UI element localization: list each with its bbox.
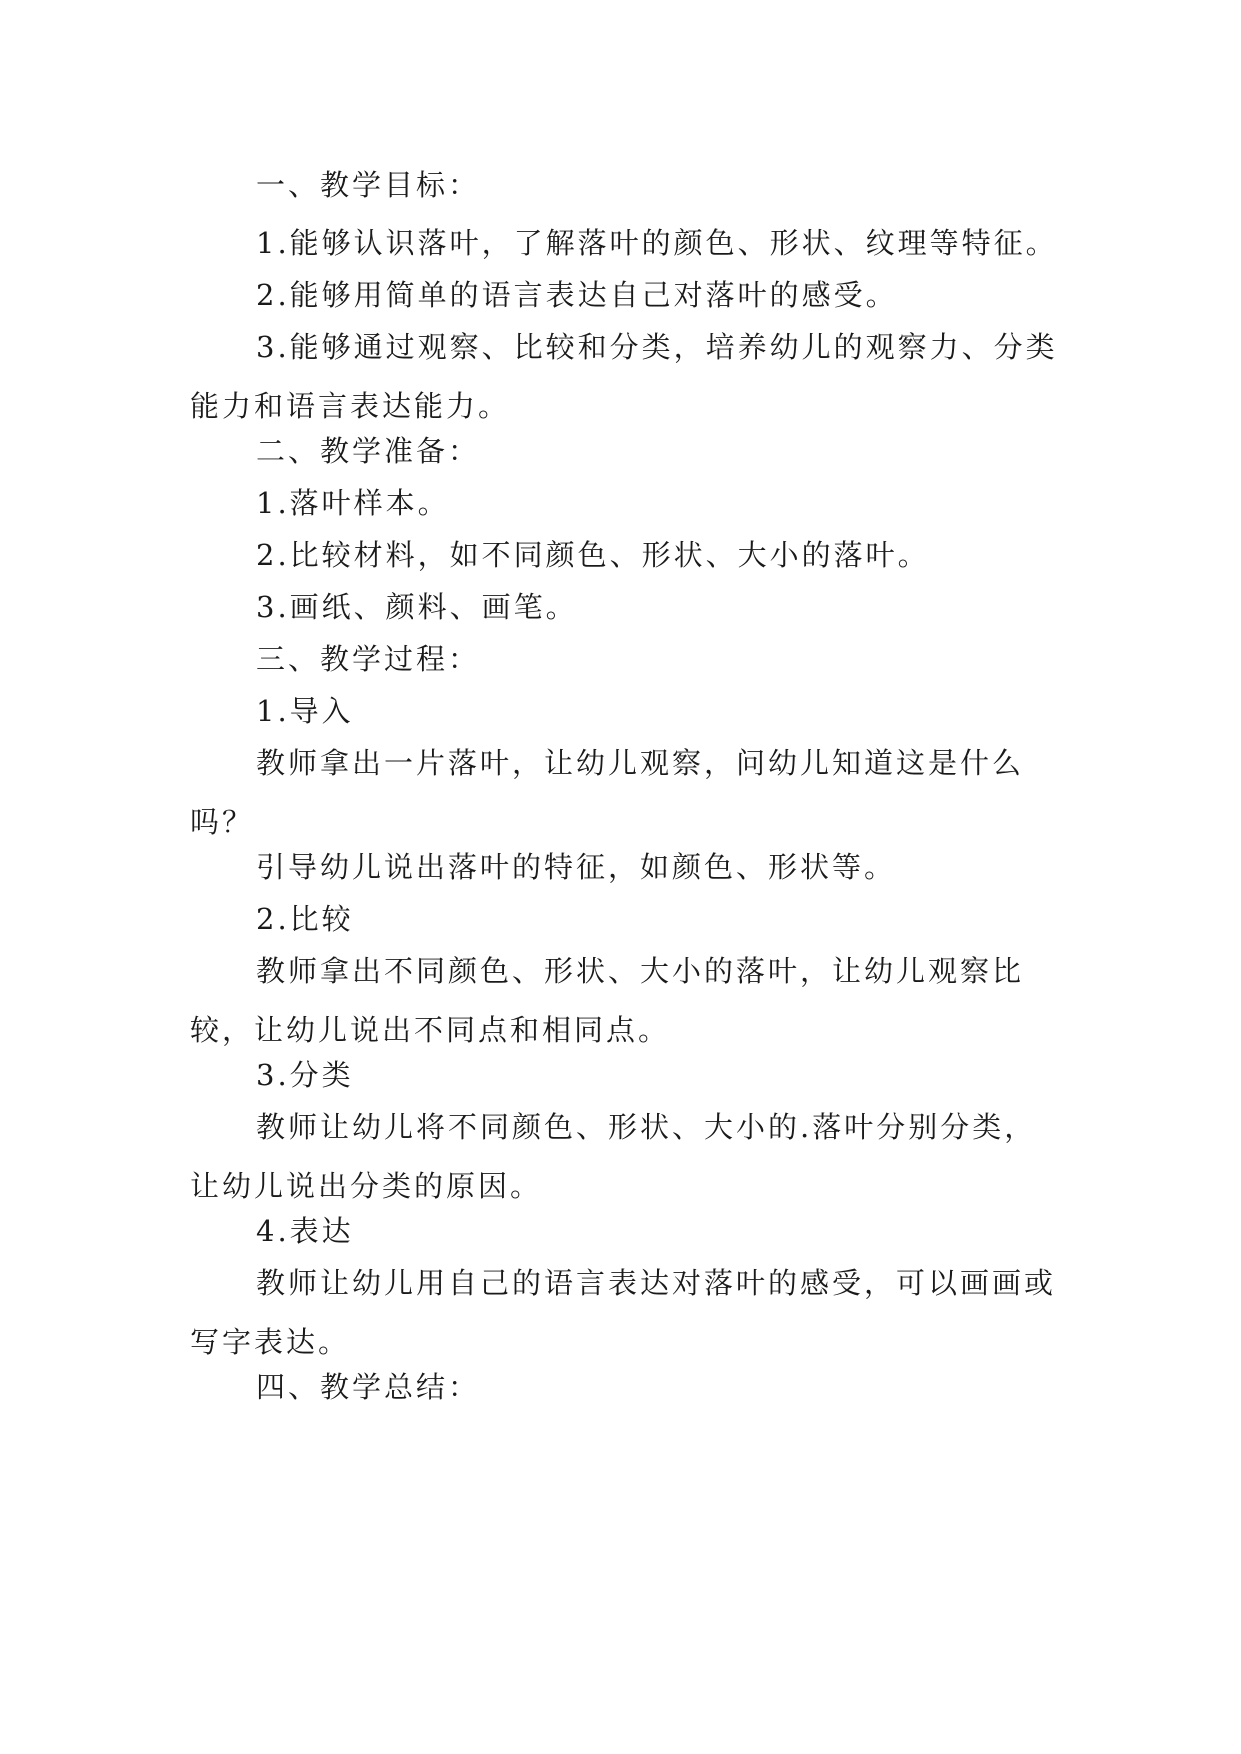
process-step-3-title: 3.分类 <box>256 1058 354 1092</box>
objective-item-3: 3.能够通过观察、比较和分类，培养幼儿的观察力、分类能力和语言表达能力。 <box>190 330 1058 423</box>
section-heading-summary: 四、教学总结： <box>256 1370 481 1404</box>
section-heading-preparation: 二、教学准备： <box>256 434 481 468</box>
process-step-2-text: 教师拿出不同颜色、形状、大小的落叶，让幼儿观察比较，让幼儿说出不同点和相同点。 <box>190 954 1025 1047</box>
process-step-1-text: 教师拿出一片落叶，让幼儿观察，问幼儿知道这是什么吗？ <box>190 746 1025 839</box>
process-step-4-text: 教师让幼儿用自己的语言表达对落叶的感受，可以画画或写字表达。 <box>190 1266 1057 1359</box>
section-heading-process: 三、教学过程： <box>256 642 481 676</box>
preparation-item-3: 3.画纸、颜料、画笔。 <box>256 590 578 624</box>
preparation-item-2: 2.比较材料，如不同颜色、形状、大小的落叶。 <box>256 538 930 572</box>
objective-item-2: 2.能够用简单的语言表达自己对落叶的感受。 <box>256 278 898 312</box>
process-step-4-title: 4.表达 <box>256 1214 354 1248</box>
objective-item-1: 1.能够认识落叶，了解落叶的颜色、形状、纹理等特征。 <box>256 226 1058 260</box>
process-step-3-text: 教师让幼儿将不同颜色、形状、大小的.落叶分别分类，让幼儿说出分类的原因。 <box>190 1110 1037 1203</box>
process-step-1-guide: 引导幼儿说出落叶的特征，如颜色、形状等。 <box>256 850 897 884</box>
preparation-item-1: 1.落叶样本。 <box>256 486 450 520</box>
process-step-1-title: 1.导入 <box>256 694 354 728</box>
section-heading-objectives: 一、教学目标： <box>256 168 481 202</box>
process-step-2-title: 2.比较 <box>256 902 354 936</box>
